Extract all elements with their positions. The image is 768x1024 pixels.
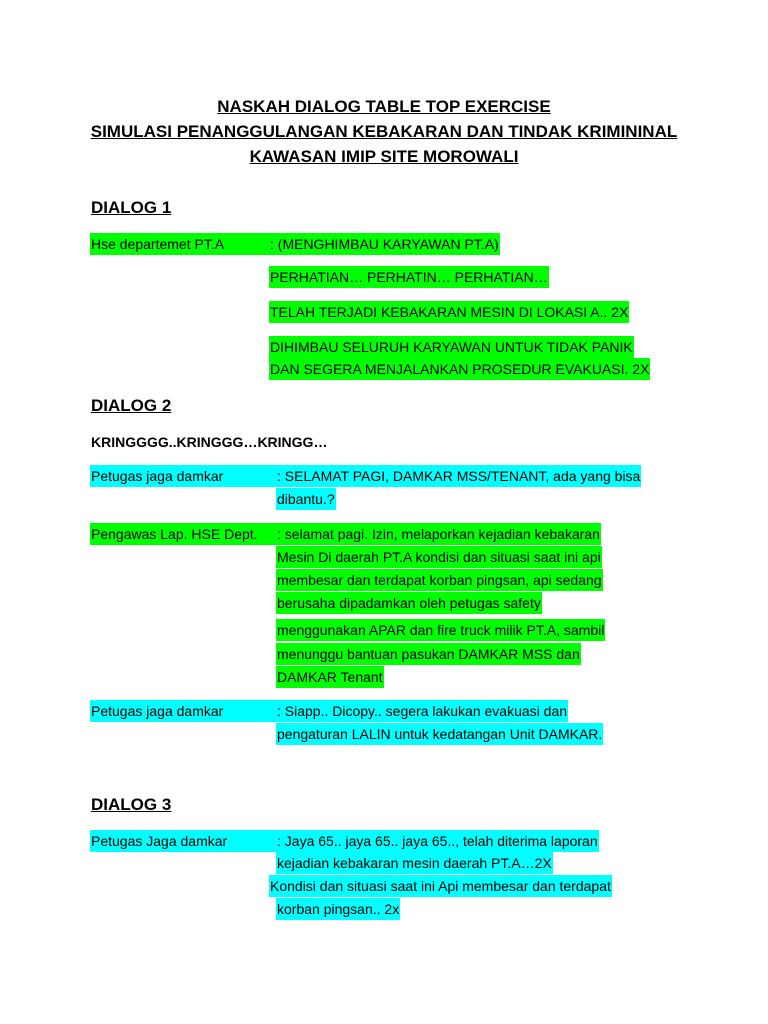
dialog-3-text-1b: kejadian kebakaran mesin daerah PT.A…2X — [276, 852, 553, 874]
dialog-2-text-2b: Mesin Di daerah PT.A kondisi dan situasi saat ini api — [276, 546, 602, 568]
dialog-2-speaker-2: Pengawas Lap. HSE Dept. — [90, 523, 278, 545]
title-line-1: NASKAH DIALOG TABLE TOP EXERCISE — [217, 97, 551, 116]
dialog-1-line-2: PERHATIAN… PERHATIN… PERHATIAN… — [269, 266, 549, 288]
dialog-3-text-1a: : Jaya 65.. jaya 65.. jaya 65.., telah diterima laporan — [276, 830, 599, 852]
dialog-2-speaker-3: Petugas jaga damkar — [90, 700, 278, 722]
dialog-2-ring: KRINGGGG..KRINGGG…KRINGG… — [91, 434, 328, 450]
dialog-2-text-1b: dibantu.? — [276, 488, 336, 510]
dialog-1-line-4b: DAN SEGERA MENJALANKAN PROSEDUR EVAKUASI. 2X — [269, 358, 650, 380]
dialog-1-line-4a: DIHIMBAU SELURUH KARYAWAN UNTUK TIDAK PANIK — [269, 336, 634, 358]
title-line-3: KAWASAN IMIP SITE MOROWALI — [249, 147, 519, 166]
dialog-2-text-3b: pengaturan LALIN untuk kedatangan Unit DAMKAR. — [276, 723, 603, 745]
dialog-2-text-2a: : selamat pagi. Izin, melaporkan kejadian kebakaran — [276, 523, 601, 545]
dialog-2-text-2g: DAMKAR Tenant — [276, 666, 384, 688]
dialog-3-text-1c: Kondisi dan situasi saat ini Api membesar dan terdapat — [269, 875, 612, 897]
dialog-1-line-1: : (MENGHIMBAU KARYAWAN PT.A) — [269, 233, 500, 255]
dialog-2-text-2c: membesar dan terdapat korban pingsan, api sedang — [276, 569, 603, 591]
dialog-3-heading: DIALOG 3 — [91, 795, 172, 814]
dialog-3-text-1d: korban pingsan.. 2x — [276, 898, 400, 920]
dialog-1-speaker: Hse departemet PT.A — [90, 233, 271, 255]
dialog-2-text-2e: menggunakan APAR dan fire truck milik PT.A, sambil — [276, 619, 605, 641]
dialog-3-speaker-1: Petugas Jaga damkar — [90, 830, 278, 852]
dialog-2-speaker-1: Petugas jaga damkar — [90, 465, 278, 487]
dialog-2-text-2f: menunggu bantuan pasukan DAMKAR MSS dan — [276, 643, 581, 665]
dialog-2-text-2d: berusaha dipadamkan oleh petugas safety — [276, 592, 542, 614]
dialog-2-text-3a: : Siapp.. Dicopy.. segera lakukan evakuasi dan — [276, 700, 568, 722]
dialog-2-text-1a: : SELAMAT PAGI, DAMKAR MSS/TENANT, ada yang bisa — [276, 465, 641, 487]
title-line-2: SIMULASI PENANGGULANGAN KEBAKARAN DAN TINDAK KRIMININAL — [90, 122, 678, 141]
dialog-1-line-3: TELAH TERJADI KEBAKARAN MESIN DI LOKASI A.. 2X — [269, 301, 629, 323]
dialog-2-heading: DIALOG 2 — [91, 396, 172, 415]
dialog-1-heading: DIALOG 1 — [91, 198, 172, 217]
